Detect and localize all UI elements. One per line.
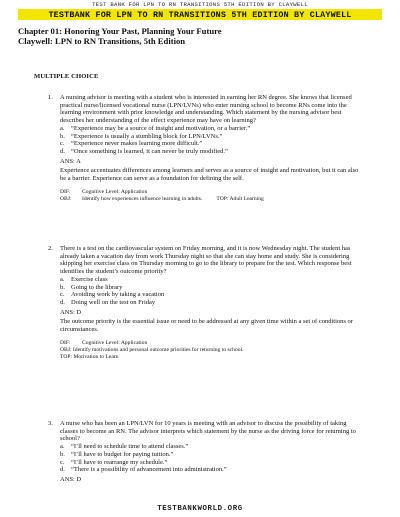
title-banner: TESTBANK FOR LPN TO RN TRANSITIONS 5TH EDITION BY CLAYWELL xyxy=(18,9,382,20)
option-letter: d. xyxy=(60,147,65,155)
option-letter: b. xyxy=(60,283,65,291)
top-label: TOP: xyxy=(216,195,229,202)
option-text: “Experience is usually a stumbling block for LPN/LVNs.” xyxy=(71,132,223,140)
question-meta xyxy=(60,189,360,203)
answer-options xyxy=(60,276,360,307)
option-d xyxy=(60,299,360,307)
running-title: TEST BANK FOR LPN TO RN TRANSITIONS 5TH EDITION BY CLAYWELL xyxy=(92,1,308,8)
obj-value: Identify motivations and personal outcome priorities for returning to school. xyxy=(72,346,244,353)
answer-options xyxy=(60,125,360,156)
option-letter: d. xyxy=(60,466,65,474)
question-meta xyxy=(60,340,360,361)
option-text: “I’ll need to schedule time to attend classes.” xyxy=(71,443,189,451)
option-text: Avoiding work by taking a vacation xyxy=(71,291,165,299)
top-value: Motivation to Learn xyxy=(73,353,119,360)
option-a xyxy=(60,443,360,451)
chapter-heading xyxy=(18,27,378,46)
obj-label: OBJ: xyxy=(60,346,72,353)
answer-key: ANS: D xyxy=(60,308,82,316)
option-letter: c. xyxy=(60,291,65,299)
option-text: Going to the library xyxy=(71,283,123,291)
option-text: Exercise class xyxy=(71,275,108,283)
book-title: Claywell: LPN to RN Transitions, 5th Edition xyxy=(18,35,186,46)
option-a xyxy=(60,125,360,133)
dif-value: Cognitive Level: Application xyxy=(82,339,148,346)
option-b xyxy=(60,133,360,141)
option-letter: a. xyxy=(60,124,65,132)
dif-label: DIF: xyxy=(60,188,71,195)
top-value: Adult Learning xyxy=(229,195,264,202)
option-letter: c. xyxy=(60,458,65,466)
option-c xyxy=(60,459,360,467)
question-2 xyxy=(48,245,360,361)
option-text: Doing well on the test on Friday xyxy=(71,298,156,306)
answer-options xyxy=(60,443,360,474)
option-letter: b. xyxy=(60,450,65,458)
option-text: “Once something is learned, it can never be truly modified.” xyxy=(71,147,228,155)
question-3 xyxy=(48,420,360,484)
rationale: The outcome priority is the essential issue or need to be addressed at any given time within a set of conditions or circumstances. xyxy=(60,318,353,334)
option-c xyxy=(60,291,360,299)
answer-key: ANS: D xyxy=(60,475,82,483)
question-number: 3. xyxy=(48,420,53,427)
option-text: “Experience may be a source of insight and motivation, or a barrier.” xyxy=(71,124,251,132)
obj-label: OBJ: xyxy=(60,195,72,202)
answer-key: ANS: A xyxy=(60,157,81,165)
option-letter: a. xyxy=(60,443,65,451)
option-d xyxy=(60,148,360,156)
option-letter: b. xyxy=(60,132,65,140)
option-b xyxy=(60,451,360,459)
dif-value: Cognitive Level: Application xyxy=(82,188,148,195)
obj-value: Identify how experiences influence learning in adults. xyxy=(82,195,203,202)
option-b xyxy=(60,284,360,292)
footer-watermark: TESTBANKWORLD.ORG xyxy=(157,505,243,513)
section-title: MULTIPLE CHOICE xyxy=(34,73,99,80)
option-text: “I’ll have to rearrange my schedule.” xyxy=(71,458,168,466)
option-letter: c. xyxy=(60,140,65,148)
option-text: “Experience never makes learning more difficult.” xyxy=(71,140,203,148)
rationale: Experience accentuates differences among learners and serves as a source of insight and motivation, but it can also be a barrier. Experience can serve as a foundation for defining the self. xyxy=(60,167,359,183)
option-c xyxy=(60,140,360,148)
question-number: 2. xyxy=(48,245,53,252)
option-d xyxy=(60,466,360,474)
question-stem: A nurse who has been an LPN/LVN for 10 years is meeting with an advisor to discuss the possibility of taking classes to become an RN. The advisor interprets which statement by the nurse as the driving force for returning to school? xyxy=(60,420,356,443)
top-label: TOP: xyxy=(60,353,73,360)
chapter-title: Chapter 01: Honoring Your Past, Planning Your Future xyxy=(18,26,222,36)
question-stem: A nursing advisor is meeting with a student who is interested in earning her RN degree. She knows that licensed practical nurse/licensed vocational nurse (LPN/LVNs) who enter nursing school to become RNs come into the learning environment with prior knowledge and understanding. Which statement by the nursing advisor best describes her understanding of the effect experience may have on learning? xyxy=(60,94,352,125)
option-text: “I’ll have to budget for paying tuition.” xyxy=(71,450,174,458)
question-stem: There is a test on the cardiovascular system on Friday morning, and it is now Wednesday night. The student has already taken a vacation day from work Thursday night so that she can stay home and study. She is considering skipping her exercise class on Thursday morning to go to the library to prepare for the test. Which response best identifies the student’s outcome priority? xyxy=(60,245,352,276)
dif-label: DIF: xyxy=(60,339,71,346)
option-letter: d. xyxy=(60,298,65,306)
question-number: 1. xyxy=(48,94,53,101)
option-letter: a. xyxy=(60,275,65,283)
option-text: “There is a possibility of advancement into administration.” xyxy=(71,466,227,474)
option-a xyxy=(60,276,360,284)
question-1 xyxy=(48,94,360,203)
